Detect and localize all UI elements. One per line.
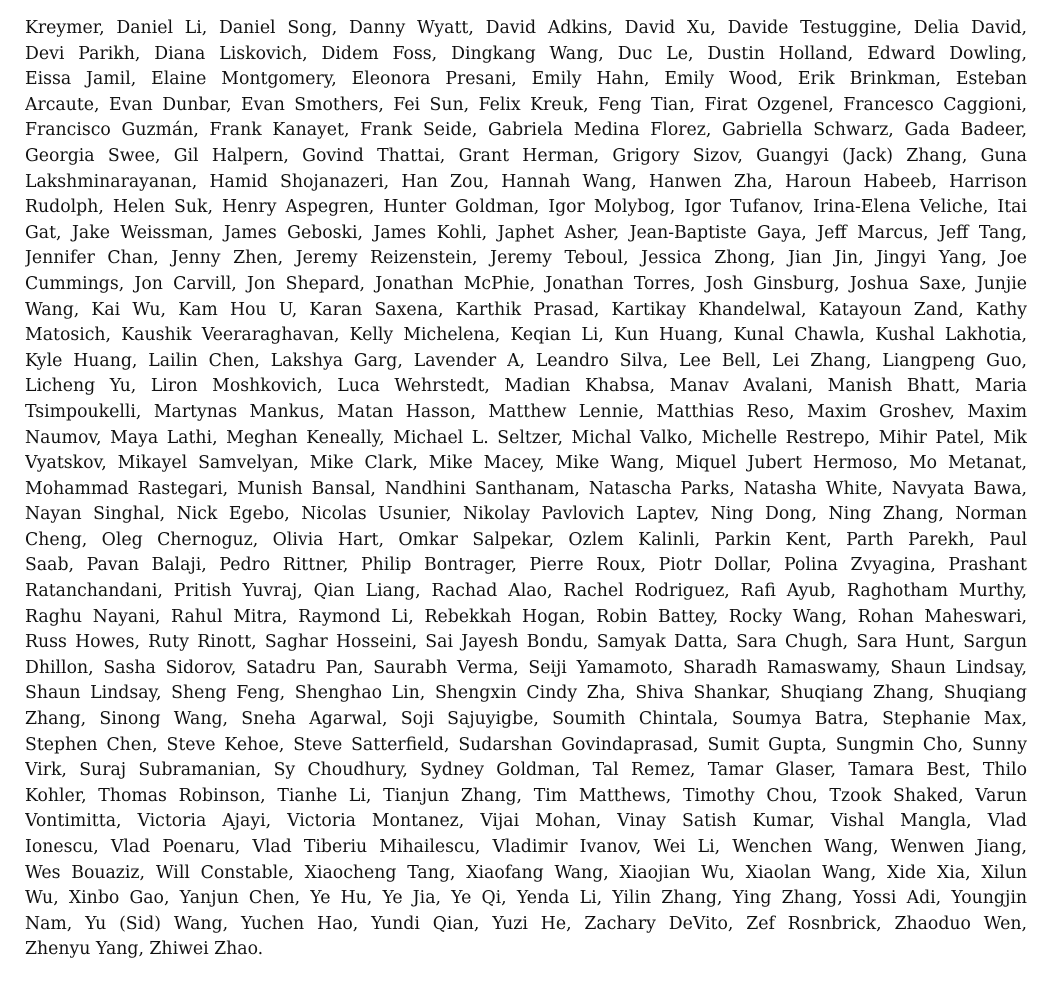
author-line: Tsimpoukelli, Martynas Mankus, Matan Hasson, Matthew Lennie, Matthias Reso, Maxim Groshev, Maxim <box>25 401 1027 422</box>
author-line: Lakshminarayanan, Hamid Shojanazeri, Han Zou, Hannah Wang, Hanwen Zha, Haroun Habeeb, Harrison <box>25 171 1027 192</box>
author-line: Virk, Suraj Subramanian, Sy Choudhury, Sydney Goldman, Tal Remez, Tamar Glaser, Tamara Best, Thilo <box>25 760 1027 781</box>
author-line: Kyle Huang, Lailin Chen, Lakshya Garg, Lavender A, Leandro Silva, Lee Bell, Lei Zhang, Liangpeng Guo, <box>25 350 1027 371</box>
author-line: Arcaute, Evan Dunbar, Evan Smothers, Fei Sun, Felix Kreuk, Feng Tian, Firat Ozgenel, Francesco Caggioni, <box>25 94 1027 115</box>
author-line: Licheng Yu, Liron Moshkovich, Luca Wehrstedt, Madian Khabsa, Manav Avalani, Manish Bhatt, Maria <box>25 376 1027 397</box>
author-line: Matosich, Kaushik Veeraraghavan, Kelly Michelena, Keqian Li, Kun Huang, Kunal Chawla, Kushal Lakhotia, <box>25 325 1027 346</box>
author-line: Wu, Xinbo Gao, Yanjun Chen, Ye Hu, Ye Jia, Ye Qi, Yenda Li, Yilin Zhang, Ying Zhang, Yossi Adi, Youngjin <box>25 888 1027 909</box>
author-line: Georgia Swee, Gil Halpern, Govind Thattai, Grant Herman, Grigory Sizov, Guangyi (Jack) Zhang, Guna <box>25 145 1027 166</box>
author-line: Nam, Yu (Sid) Wang, Yuchen Hao, Yundi Qian, Yuzi He, Zachary DeVito, Zef Rosnbrick, Zhaoduo Wen, <box>25 913 1027 934</box>
author-line: Stephen Chen, Steve Kehoe, Steve Satterfield, Sudarshan Govindaprasad, Sumit Gupta, Sungmin Cho, Sunny <box>25 734 1027 755</box>
author-line: Ionescu, Vlad Poenaru, Vlad Tiberiu Mihailescu, Vladimir Ivanov, Wei Li, Wenchen Wang, Wenwen Jiang, <box>25 837 1027 857</box>
author-line: Devi Parikh, Diana Liskovich, Didem Foss, Dingkang Wang, Duc Le, Dustin Holland, Edward Dowling, <box>25 43 1027 64</box>
author-line: Russ Howes, Ruty Rinott, Saghar Hosseini, Sai Jayesh Bondu, Samyak Datta, Sara Chugh, Sara Hunt, Sargun <box>25 632 1027 653</box>
author-line: Cummings, Jon Carvill, Jon Shepard, Jonathan McPhie, Jonathan Torres, Josh Ginsburg, Joshua Saxe, Junjie <box>25 273 1027 294</box>
author-line: Raghu Nayani, Rahul Mitra, Raymond Li, Rebekkah Hogan, Robin Battey, Rocky Wang, Rohan Maheswari, <box>25 606 1027 627</box>
author-line: Vontimitta, Victoria Ajayi, Victoria Montanez, Vijai Mohan, Vinay Satish Kumar, Vishal Mangla, Vlad <box>25 811 1027 832</box>
author-line: Francisco Guzmán, Frank Kanayet, Frank Seide, Gabriela Medina Florez, Gabriella Schwarz, Gada Badeer, <box>25 120 1027 141</box>
author-line: Nayan Singhal, Nick Egebo, Nicolas Usunier, Nikolay Pavlovich Laptev, Ning Dong, Ning Zhang, Norman <box>25 504 1027 525</box>
author-line: Wang, Kai Wu, Kam Hou U, Karan Saxena, Karthik Prasad, Kartikay Khandelwal, Katayoun Zand, Kathy <box>25 299 1027 320</box>
author-line: Eissa Jamil, Elaine Montgomery, Eleonora Presani, Emily Hahn, Emily Wood, Erik Brinkman, Esteban <box>25 69 1027 90</box>
author-line: Kohler, Thomas Robinson, Tianhe Li, Tianjun Zhang, Tim Matthews, Timothy Chou, Tzook Shaked, Varun <box>25 785 1027 806</box>
author-line: Zhenyu Yang, Zhiwei Zhao. <box>25 939 264 960</box>
author-line: Cheng, Oleg Chernoguz, Olivia Hart, Omkar Salpekar, Ozlem Kalinli, Parkin Kent, Parth Parekh, Paul <box>25 529 1027 550</box>
author-line: Dhillon, Sasha Sidorov, Satadru Pan, Saurabh Verma, Seiji Yamamoto, Sharadh Ramaswamy, Shaun Lindsay, <box>25 657 1027 678</box>
author-line: Vyatskov, Mikayel Samvelyan, Mike Clark, Mike Macey, Mike Wang, Miquel Jubert Hermoso, Mo Metanat, <box>25 453 1027 474</box>
author-line: Shaun Lindsay, Sheng Feng, Shenghao Lin, Shengxin Cindy Zha, Shiva Shankar, Shuqiang Zhang, Shuqiang <box>25 683 1027 704</box>
author-list-paragraph <box>25 16 1027 963</box>
author-line: Zhang, Sinong Wang, Sneha Agarwal, Soji Sajuyigbe, Soumith Chintala, Soumya Batra, Stephanie Max, <box>25 709 1027 730</box>
author-line: Gat, Jake Weissman, James Geboski, James Kohli, Japhet Asher, Jean-Baptiste Gaya, Jeff Marcus, Jeff Tang, <box>25 222 1027 243</box>
author-line: Kreymer, Daniel Li, Daniel Song, Danny Wyatt, David Adkins, David Xu, Davide Testuggine, Delia David, <box>25 18 1027 38</box>
author-line: Naumov, Maya Lathi, Meghan Keneally, Michael L. Seltzer, Michal Valko, Michelle Restrepo, Mihir Patel, Mik <box>25 427 1027 448</box>
author-line: Ratanchandani, Pritish Yuvraj, Qian Liang, Rachad Alao, Rachel Rodriguez, Rafi Ayub, Raghotham Murthy, <box>25 581 1027 602</box>
author-line: Mohammad Rastegari, Munish Bansal, Nandhini Santhanam, Natascha Parks, Natasha White, Navyata Bawa, <box>25 478 1027 499</box>
author-line: Jennifer Chan, Jenny Zhen, Jeremy Reizenstein, Jeremy Teboul, Jessica Zhong, Jian Jin, Jingyi Yang, Joe <box>25 248 1027 269</box>
author-line: Rudolph, Helen Suk, Henry Aspegren, Hunter Goldman, Igor Molybog, Igor Tufanov, Irina-Elena Veliche, Itai <box>25 197 1027 218</box>
author-line: Saab, Pavan Balaji, Pedro Rittner, Philip Bontrager, Pierre Roux, Piotr Dollar, Polina Zvyagina, Prashant <box>25 555 1027 576</box>
author-line: Wes Bouaziz, Will Constable, Xiaocheng Tang, Xiaofang Wang, Xiaojian Wu, Xiaolan Wang, Xide Xia, Xilun <box>25 862 1027 883</box>
